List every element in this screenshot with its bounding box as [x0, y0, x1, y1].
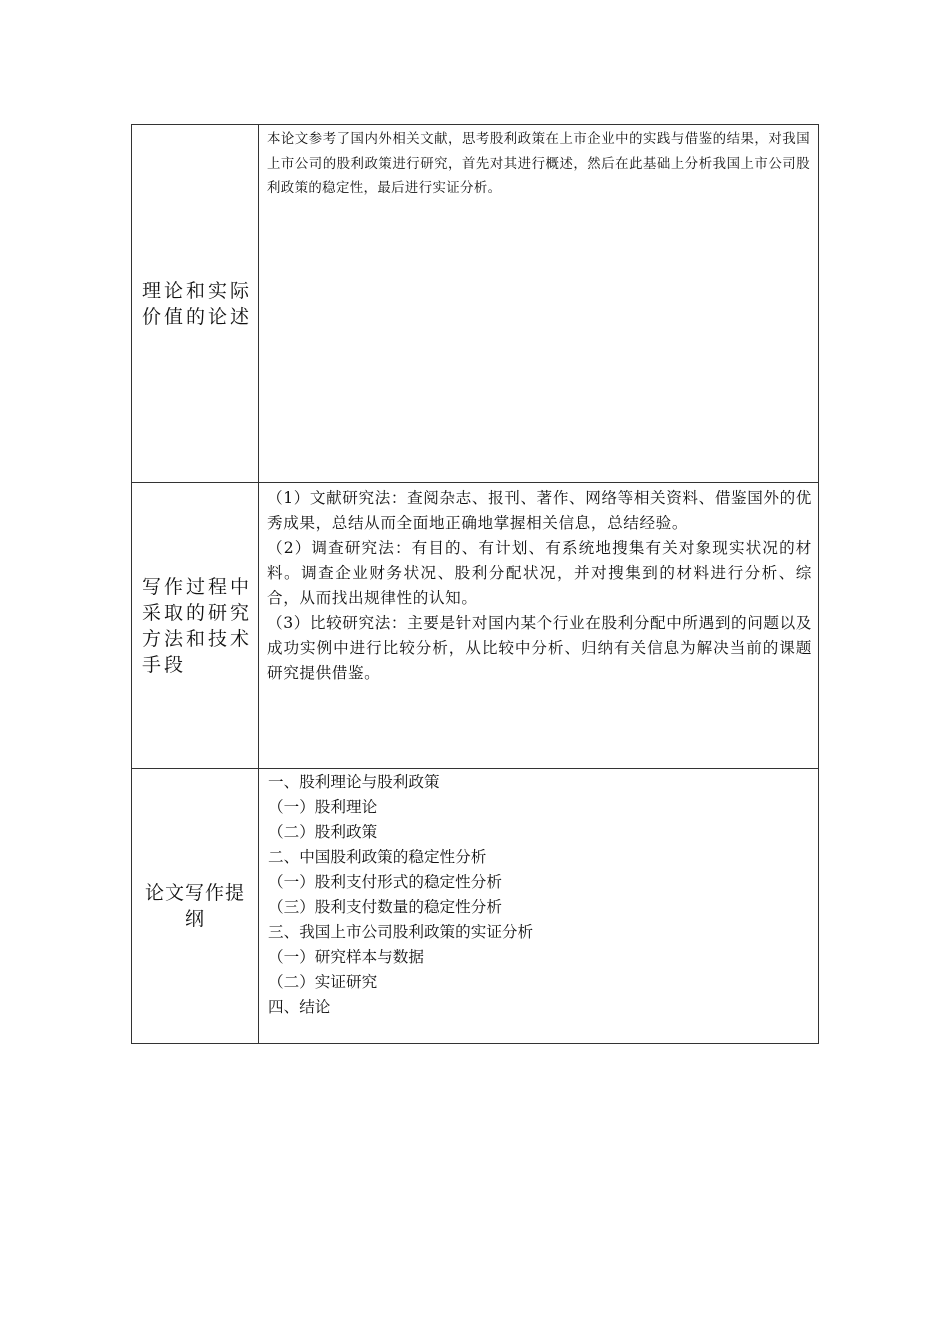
content-cell: [259, 769, 819, 1044]
outline-list: [259, 769, 818, 1020]
outline-item: （一）股利理论: [268, 798, 378, 816]
method-paragraph: （3）比较研究法：主要是针对国内某个行业在股利分配中所遇到的问题以及成功实例中进行比较分析，从比较中分析、归纳有关信息为解决当前的课题研究提供借鉴。: [267, 614, 812, 682]
outline-item: （三）股利支付数量的稳定性分析: [268, 898, 502, 916]
outline-item: （二）股利政策: [268, 823, 378, 841]
outline-item: （一）研究样本与数据: [268, 948, 424, 966]
label-cell: [132, 769, 259, 1044]
value-statement-text: 本论文参考了国内外相关文献，思考股利政策在上市企业中的实践与借鉴的结果，对我国上市公司的股利政策进行研究，首先对其进行概述，然后在此基础上分析我国上市公司股利政策的稳定性，最后进行实证分析。: [267, 132, 810, 196]
table-row-methods: [132, 483, 819, 769]
row-label-outline: 论文写作提纲: [144, 882, 245, 930]
method-paragraph: （1）文献研究法：查阅杂志、报刊、著作、网络等相关资料、借鉴国外的优秀成果，总结从而全面地正确地掌握相关信息，总结经验。: [267, 489, 812, 532]
row-label-value: 理论和实际价值的论述: [142, 279, 253, 328]
content-cell: [259, 483, 819, 769]
table-row-outline: [132, 769, 819, 1044]
proposal-form-table: [131, 124, 819, 1044]
content-cell: [259, 125, 819, 483]
method-paragraph: （2）调查研究法：有目的、有计划、有系统地搜集有关对象现实状况的材料。调查企业财务状况、股利分配状况，并对搜集到的材料进行分析、综合，从而找出规律性的认知。: [267, 539, 812, 607]
row-label-methods: 写作过程中采取的研究方法和技术手段: [142, 575, 253, 676]
outline-item: 三、我国上市公司股利政策的实证分析: [268, 923, 534, 941]
label-cell: [132, 483, 259, 769]
methods-text: [259, 483, 818, 686]
outline-item: 二、中国股利政策的稳定性分析: [268, 848, 487, 866]
outline-item: （一）股利支付形式的稳定性分析: [268, 873, 502, 891]
table-row-value: [132, 125, 819, 483]
outline-item: 一、股利理论与股利政策: [268, 773, 440, 791]
label-cell: [132, 125, 259, 483]
outline-item: （二）实证研究: [268, 973, 378, 991]
outline-item: 四、结论: [268, 998, 331, 1016]
